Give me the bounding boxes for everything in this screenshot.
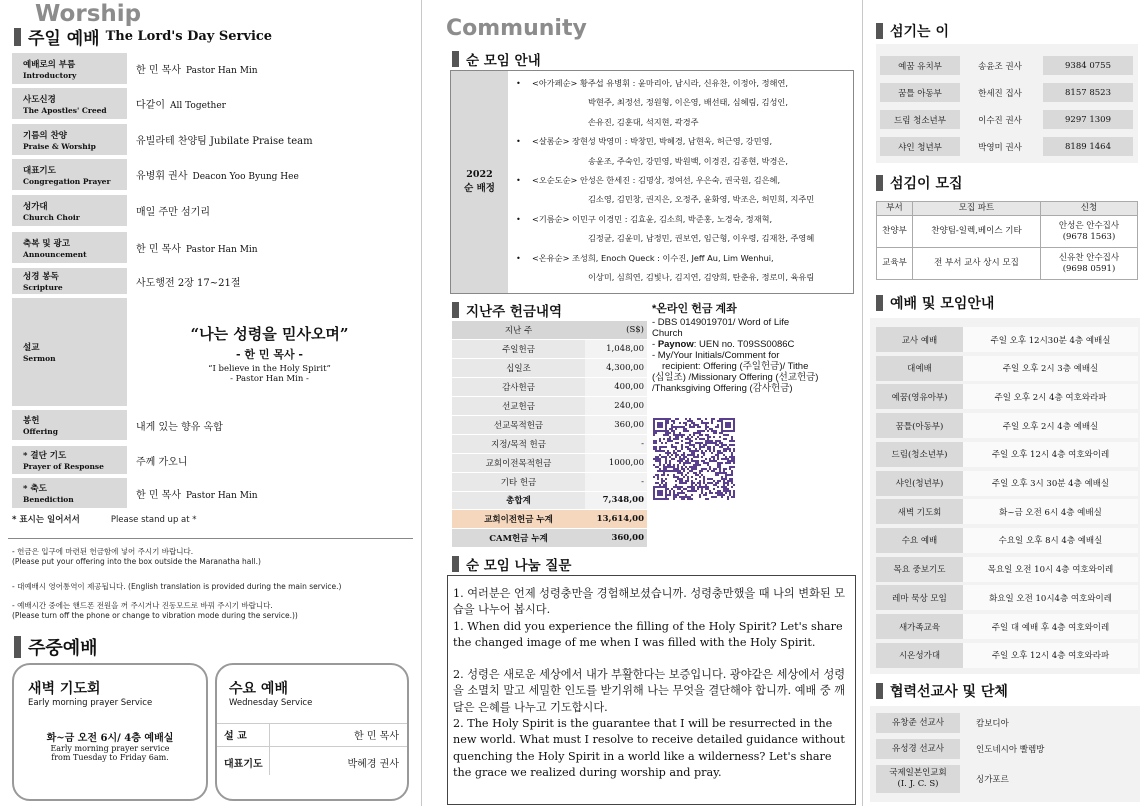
- order-value-main: 한 민 목사: [136, 489, 181, 501]
- online-line: /Thanksgiving Offering (감사헌금): [652, 383, 793, 394]
- meeting-row: [876, 614, 1138, 639]
- order-row: [12, 268, 412, 294]
- meeting-time: 목요일 오전 10시 4층 여호와이레: [963, 557, 1138, 582]
- stand-note-ko: * 표시는 일어서서: [12, 515, 80, 525]
- offering-head-label: 지난 주: [452, 321, 585, 340]
- meeting-name: 교사 예배: [876, 327, 963, 352]
- meeting-name: 레마 묵상 모임: [876, 585, 963, 610]
- offering-label: 선교목적헌금: [452, 415, 585, 434]
- meeting-name: 드림(청소년부): [876, 442, 963, 467]
- online-line: - DBS 0149019701/ Word of Life: [652, 317, 790, 328]
- order-label-en: Congregation Prayer: [23, 176, 111, 186]
- meeting-name: 새가족교육: [876, 614, 963, 639]
- order-label-en: The Apostles' Creed: [23, 105, 107, 115]
- order-label-ko: * 결단 기도: [23, 451, 67, 461]
- meeting-name: 새벽 기도회: [876, 499, 963, 524]
- offering-row: [452, 510, 647, 529]
- recruit-row: [877, 216, 1138, 248]
- wednesday-service-box: [215, 663, 409, 801]
- meeting-name: 꿈틀(아동부): [876, 413, 963, 438]
- meeting-title-text: 예배 및 모임안내: [890, 296, 995, 312]
- order-row: [12, 159, 412, 190]
- order-label: [12, 195, 127, 226]
- offering-row: [452, 434, 647, 453]
- offering-amount: 1000,00: [585, 453, 647, 472]
- title-bar: [452, 51, 459, 67]
- offering-label: 총합계: [452, 491, 585, 510]
- offering-amount: 1,048,00: [585, 340, 647, 359]
- cell-group-line: 김정균, 김윤미, 남정민, 권보연, 임근형, 이우령, 김재찬, 주영혜: [588, 233, 815, 244]
- online-line: - Paynow: UEN no. T09SS0086C: [652, 339, 795, 350]
- order-row: [12, 195, 412, 226]
- order-label-en: Church Choir: [23, 212, 80, 222]
- wed-row-value: 박혜경 권사: [347, 759, 399, 770]
- offering-row: [452, 378, 647, 397]
- wed-row-label: 대표기도: [224, 759, 263, 770]
- meeting-row: [876, 528, 1138, 553]
- online-line: - My/Your Initials/Comment for: [652, 350, 780, 361]
- community-header-word: Community: [446, 16, 587, 41]
- meeting-time: 주일 오후 2시 3층 예배실: [963, 356, 1138, 381]
- order-row: [12, 53, 412, 84]
- order-label-en: Sermon: [23, 354, 56, 363]
- worship-title-en: The Lord's Day Service: [105, 29, 273, 44]
- wed-subtitle: Wednesday Service: [229, 698, 313, 708]
- order-label-ko: * 축도: [23, 484, 47, 494]
- serve-phone: 9297 1309: [1043, 110, 1133, 129]
- worship-header-word: Worship: [35, 1, 142, 27]
- cell-year: 2022: [466, 169, 493, 180]
- online-line: (십일조) /Missionary Offering (선교헌금): [652, 372, 819, 383]
- dawn-subtitle: Early morning prayer Service: [28, 698, 153, 708]
- recruit-title-text: 섬김이 모집: [890, 176, 963, 192]
- meeting-time: 주일 대 예배 후 4층 여호와이레: [963, 614, 1138, 639]
- order-value: [127, 240, 258, 255]
- order-label-en: Scripture: [23, 283, 63, 292]
- title-bar: [876, 683, 883, 699]
- cell-group-line: 이상미, 심희연, 김빛나, 김지연, 김양희, 탄춘유, 정로미, 육유림: [588, 272, 815, 283]
- meeting-row: [876, 413, 1138, 438]
- meeting-title: [876, 293, 994, 313]
- offering-label: 십일조: [452, 359, 585, 378]
- note-offering: [12, 547, 261, 567]
- offering-label: CAM헌금 누계: [452, 529, 585, 548]
- dawn-title: 새벽 기도회: [28, 681, 101, 697]
- meeting-time: 수요일 오후 8시 4층 예배실: [963, 528, 1138, 553]
- cell-group-item: [516, 132, 847, 171]
- mission-place: 인도네시아 빨렘방: [976, 745, 1045, 755]
- order-label: [12, 88, 127, 119]
- meeting-time: 화~금 오전 6시 4층 예배실: [963, 499, 1138, 524]
- title-bar: [876, 23, 883, 39]
- serve-name: 송윤조 권사: [978, 61, 1022, 72]
- mission-name: [876, 765, 960, 793]
- title-bar: [14, 636, 21, 658]
- offering-row: [452, 529, 647, 548]
- note-phone: [12, 601, 298, 621]
- order-label: [12, 446, 127, 474]
- recruit-title: [876, 173, 963, 193]
- offering-row: [452, 453, 647, 472]
- note-text-en: (Please put your offering into the box outside the Maranatha hall.): [12, 557, 261, 566]
- order-label-ko: 기름의 찬양: [23, 130, 68, 141]
- worship-divider: [8, 538, 413, 539]
- order-label-ko: 봉헌: [23, 416, 40, 426]
- recruit-apply-phone: (9698 0591): [1062, 263, 1116, 274]
- meeting-name: 대예배: [876, 356, 963, 381]
- meeting-name: 목요 중보기도: [876, 557, 963, 582]
- offering-title-text: 지난주 헌금내역: [466, 304, 562, 320]
- order-label-ko: 대표기도: [23, 165, 56, 176]
- mission-name-sub: (I. J. C. S): [897, 779, 939, 789]
- serve-name: 이수진 권사: [978, 115, 1022, 126]
- stand-note: [12, 515, 197, 525]
- order-value: [127, 167, 299, 182]
- note-translation: [12, 582, 341, 592]
- cell-assign-label: 순 배정: [464, 183, 495, 194]
- offering-row: [452, 359, 647, 378]
- order-value: [127, 96, 226, 111]
- note-text-en: (Please turn off the phone or change to vibration mode during the service.)): [12, 611, 298, 620]
- order-label-ko: 성경 봉독: [23, 272, 59, 282]
- mission-title: [876, 681, 1008, 701]
- cell-group-line: • <아가페순> 황주섭 유병휘 : 윤마리아, 남시라, 신유찬, 이정아, 정해연,: [532, 78, 788, 88]
- meeting-row: [876, 499, 1138, 524]
- question-box: [447, 575, 856, 805]
- meeting-row: [876, 384, 1138, 409]
- offering-amount: 4,300,00: [585, 359, 647, 378]
- sermon-preacher-en: - Pastor Han Min -: [230, 374, 309, 384]
- meeting-time: 주일 오후 2시 4층 여호와라파: [963, 384, 1138, 409]
- order-label: [12, 53, 127, 84]
- mission-place: 캄보디아: [976, 719, 1009, 729]
- order-value-main: 한 민 목사: [136, 65, 181, 76]
- wed-row-label: 설 교: [224, 731, 247, 742]
- recruit-head-part: 모집 파트: [913, 202, 1041, 216]
- cell-group-item: [516, 210, 847, 249]
- serve-title-text: 섬기는 이: [890, 24, 949, 40]
- recruit-apply-phone: (9678 1563): [1062, 231, 1116, 242]
- meeting-time: 주일 오후 12시 4층 여호와이레: [963, 442, 1138, 467]
- cell-group-title-text: 순 모임 안내: [466, 53, 541, 69]
- order-value-main: 주께 가오니: [136, 456, 188, 468]
- order-value-main: 유병휘 권사: [136, 171, 188, 182]
- column-divider-2: [862, 0, 863, 806]
- meeting-time: 주일 오후 3시 30분 4층 예배실: [963, 471, 1138, 496]
- meeting-name: 예꿈(영유아부): [876, 384, 963, 409]
- column-divider-1: [421, 0, 422, 806]
- offering-amount: 400,00: [585, 378, 647, 397]
- sermon-preacher-ko: - 한 민 목사 -: [236, 348, 303, 361]
- online-line: Church: [652, 328, 683, 339]
- mission-place: 싱가포르: [976, 775, 1009, 785]
- recruit-head-apply: 신청: [1041, 202, 1138, 216]
- recruit-dept: 찬양부: [877, 216, 913, 248]
- order-label-en: Offering: [23, 427, 58, 436]
- cell-group-line: 송윤조, 주숙인, 강민영, 박원백, 이경진, 김종현, 박경은,: [588, 155, 788, 166]
- title-bar: [876, 175, 883, 191]
- offering-title: [452, 300, 562, 320]
- offering-label: 감사헌금: [452, 378, 585, 397]
- order-row: [12, 232, 412, 263]
- note-text: - 대예배시 영어통역이 제공됩니다. (English translation is provided during the main service.): [12, 582, 342, 591]
- order-label-en: Prayer of Response: [23, 462, 104, 471]
- offering-row: [452, 340, 647, 359]
- order-value-main: 매일 주만 섬기리: [136, 207, 210, 218]
- recruit-apply: [1041, 216, 1138, 248]
- dawn-time-en1: Early morning prayer service: [50, 744, 170, 753]
- order-label-en: Announcement: [23, 249, 87, 259]
- serve-name: 박영미 권사: [978, 142, 1022, 153]
- mission-name-text: 유성경 선교사: [892, 743, 944, 754]
- cell-group-item: [516, 74, 847, 132]
- title-bar: [452, 556, 459, 572]
- offering-row: [452, 415, 647, 434]
- cell-group-line: 박현주, 최정선, 정원형, 이은영, 배선태, 심혜림, 김성인,: [588, 97, 788, 108]
- weekday-title-text: 주중예배: [28, 638, 98, 659]
- order-label: [12, 124, 127, 155]
- meeting-time: 화요일 오전 10시4층 여호와이레: [963, 585, 1138, 610]
- offering-label: 지정/목적 헌금: [452, 434, 585, 453]
- cell-group-box: [450, 70, 854, 294]
- offering-label: 교회이전목적헌금: [452, 453, 585, 472]
- sermon-title-ko: “나는 성령을 믿사오며”: [190, 325, 349, 343]
- meeting-row: [876, 585, 1138, 610]
- wed-row-value: 한 민 목사: [354, 731, 399, 742]
- offering-amount: 7,348,00: [585, 491, 647, 510]
- mission-name-text: 국제일본인교회: [889, 768, 947, 778]
- online-line: recipient: Offering (주일헌금)/ Tithe: [662, 361, 809, 372]
- recruit-table: [876, 201, 1138, 280]
- question-title: [452, 554, 571, 574]
- order-label-ko: 사도신경: [23, 94, 56, 105]
- order-label-ko: 설교: [23, 343, 40, 353]
- recruit-apply-name: 신유찬 안수집사: [1058, 252, 1120, 263]
- order-row: [12, 478, 412, 508]
- serve-dept: 드림 청소년부: [880, 110, 960, 129]
- order-label-ko: 예배로의 부름: [23, 59, 76, 70]
- meeting-time: 주일 오후 12시30분 4층 예배실: [963, 327, 1138, 352]
- dawn-time-en2: from Tuesday to Friday 6am.: [51, 753, 169, 762]
- offering-row: [452, 491, 647, 510]
- cell-group-line: • <온유순> 조성희, Enoch Queck : 이수진, Jeff Au, Lim Wenhui,: [532, 252, 774, 263]
- sermon-box: [127, 323, 412, 384]
- order-label: [12, 268, 127, 294]
- order-label: [12, 410, 127, 440]
- serve-dept: 꿈틀 아동부: [880, 83, 960, 102]
- mission-name: [876, 713, 960, 733]
- mission-name-text: 유창준 선교사: [892, 717, 944, 728]
- offering-amount: -: [585, 472, 647, 491]
- serve-phone: 8189 1464: [1043, 137, 1133, 156]
- online-title: *온라인 헌금 계좌: [652, 303, 737, 315]
- order-value-main: 한 민 목사: [136, 244, 181, 255]
- question-en: 2. The Holy Spirit is the guarantee that I will be resurrected in the new world. What must I resolve to receive detailed guidance without quenching the Holy Spirit in a world like a wilderness? Let's share the grace we realized during worship and pray.: [453, 717, 845, 779]
- recruit-part: 전 부서 교사 상시 모집: [913, 248, 1041, 280]
- meeting-row: [876, 643, 1138, 668]
- question-en: 1. When did you experience the filling of the Holy Spirit? Let's share the changed image of me when I was filled with the Holy Spirit.: [453, 619, 843, 649]
- cell-group-title: [452, 49, 541, 69]
- serve-name: 한세진 집사: [978, 88, 1022, 99]
- offering-label: 선교헌금: [452, 397, 585, 416]
- offering-head-value: (S$): [585, 321, 647, 340]
- order-value-main: 다같이: [136, 100, 165, 111]
- wed-title: 수요 예배: [229, 681, 288, 697]
- offering-row: [452, 397, 647, 416]
- question-title-text: 순 모임 나눔 질문: [466, 558, 572, 574]
- title-bar: [876, 295, 883, 311]
- paynow-uen: : UEN no. T09SS0086C: [693, 339, 795, 350]
- offering-amount: 13,614,00: [585, 510, 647, 529]
- recruit-dept: 교육부: [877, 248, 913, 280]
- offering-amount: 360,00: [585, 529, 647, 548]
- order-value-main: 유빌라테 찬양팀 Jubilate Praise team: [136, 136, 313, 147]
- note-text: - 예배시간 중에는 핸드폰 전원을 꺼 주시거나 진동모드로 바꿔 주시기 바랍니다.: [12, 601, 273, 610]
- worship-title-ko: 주일 예배: [28, 29, 100, 49]
- order-value: [127, 486, 258, 501]
- dawn-time-ko: 화~금 오전 6시/ 4층 예배실: [46, 733, 174, 744]
- order-label: [12, 232, 127, 263]
- order-value: [127, 274, 241, 289]
- offering-table-header: [452, 321, 647, 340]
- question-ko: 2. 성령은 새로운 세상에서 내가 부활한다는 보증입니다. 광야같은 세상에서 성령을 소멸치 말고 세밀한 인도를 받기위해 나는 무엇을 결단해야 합니까. 예배 중 깨달은 은혜를 나누고 기도합시다.: [453, 668, 846, 714]
- cell-group-line: 김소영, 김민창, 권지은, 오정주, 윤화영, 박조은, 허민희, 지주민: [588, 194, 815, 205]
- order-label-en: Praise & Worship: [23, 141, 96, 151]
- dawn-prayer-box: [12, 663, 208, 801]
- order-label-en: Benediction: [23, 495, 74, 504]
- offering-table: [452, 321, 647, 548]
- order-value-main: 사도행전 2장 17~21절: [136, 277, 241, 289]
- offering-amount: 360,00: [585, 415, 647, 434]
- order-value-sub: Pastor Han Min: [186, 490, 258, 501]
- offering-label: 주일헌금: [452, 340, 585, 359]
- title-bar: [14, 28, 21, 46]
- paynow-label: Paynow: [657, 339, 694, 350]
- order-value: [127, 453, 187, 468]
- cell-group-item: [516, 249, 847, 288]
- order-label-ko: 축복 및 광고: [23, 238, 70, 249]
- weekday-title: [14, 634, 98, 660]
- question-ko: 1. 여러분은 언제 성령충만을 경험해보셨습니까. 성령충만했을 때 나의 변화된 모습을 나누어 봅시다.: [453, 587, 846, 617]
- order-value-sub: Deacon Yoo Byung Hee: [192, 172, 299, 182]
- cell-group-list: [508, 71, 853, 293]
- cell-group-line: 손유진, 김훈대, 석지현, 곽경주: [588, 116, 699, 127]
- meeting-row: [876, 442, 1138, 467]
- recruit-apply: [1041, 248, 1138, 280]
- meeting-row: [876, 356, 1138, 381]
- order-value-main: 내게 있는 향유 옥합: [136, 421, 223, 433]
- serve-dept: 예꿈 유치부: [880, 56, 960, 75]
- offering-amount: 240,00: [585, 397, 647, 416]
- meeting-time: 주일 오후 2시 4층 예배실: [963, 413, 1138, 438]
- serve-dept: 샤인 청년부: [880, 137, 960, 156]
- recruit-row: [877, 248, 1138, 280]
- meeting-row: [876, 557, 1138, 582]
- title-bar: [452, 302, 459, 318]
- order-value: [127, 203, 210, 218]
- order-row: [12, 88, 412, 119]
- offering-amount: -: [585, 434, 647, 453]
- sermon-title-en: “I believe in the Holy Spirit”: [208, 364, 331, 374]
- note-text: - 헌금은 입구에 마련된 헌금함에 넣어 주시기 바랍니다.: [12, 547, 194, 556]
- recruit-part: 찬양팀-일렉,베이스 기타: [913, 216, 1041, 248]
- meeting-name: 시온성가대: [876, 643, 963, 668]
- recruit-header-row: [877, 202, 1138, 216]
- order-label-en: Introductory: [23, 70, 77, 80]
- meeting-name: 샤인(청년부): [876, 471, 963, 496]
- order-row: [12, 124, 412, 155]
- stand-note-en: Please stand up at *: [110, 515, 197, 525]
- order-row: [12, 446, 412, 474]
- order-label: [12, 478, 127, 508]
- order-label: [12, 159, 127, 190]
- recruit-head-dept: 부서: [877, 202, 913, 216]
- cell-group-item: [516, 171, 847, 210]
- offering-row: [452, 472, 647, 491]
- order-value-sub: Pastor Han Min: [186, 245, 258, 255]
- mission-title-text: 협력선교사 및 단체: [890, 684, 1008, 700]
- serve-title: [876, 21, 949, 41]
- mission-name: [876, 739, 960, 759]
- order-value: [127, 61, 258, 76]
- cell-group-line: • <오순도순> 안성은 한세진 : 김명상, 정여선, 우은숙, 권국원, 김은혜,: [532, 175, 781, 186]
- order-row: [12, 410, 412, 440]
- cell-group-label: [451, 71, 508, 293]
- serve-phone: 9384 0755: [1043, 56, 1133, 75]
- qr-code-image: [653, 418, 735, 500]
- offering-label: 기타 헌금: [452, 472, 585, 491]
- cell-group-line: • <살롬순> 장현성 박영미 : 박창민, 박혜경, 남현욱, 허근영, 강민영,: [532, 136, 773, 147]
- order-label-ko: 성가대: [23, 201, 48, 212]
- cell-group-line: • <기름순> 이민구 이경민 : 김효윤, 김소희, 박준홍, 노경숙, 정재혁,: [532, 213, 773, 224]
- recruit-apply-name: 안성은 안수집사: [1058, 220, 1120, 231]
- order-value: [127, 132, 313, 147]
- worship-title: [14, 24, 272, 49]
- serve-phone: 8157 8523: [1043, 83, 1133, 102]
- order-value-sub: Pastor Han Min: [186, 66, 258, 76]
- order-value: [127, 418, 223, 433]
- offering-label: 교회이전헌금 누계: [452, 510, 585, 529]
- meeting-row: [876, 327, 1138, 352]
- meeting-row: [876, 471, 1138, 496]
- meeting-time: 주일 오후 12시 4층 여호와라파: [963, 643, 1138, 668]
- meeting-name: 수요 예배: [876, 528, 963, 553]
- order-label: [12, 298, 127, 406]
- order-value-sub: All Together: [169, 101, 226, 111]
- online-offering-info: [652, 304, 857, 394]
